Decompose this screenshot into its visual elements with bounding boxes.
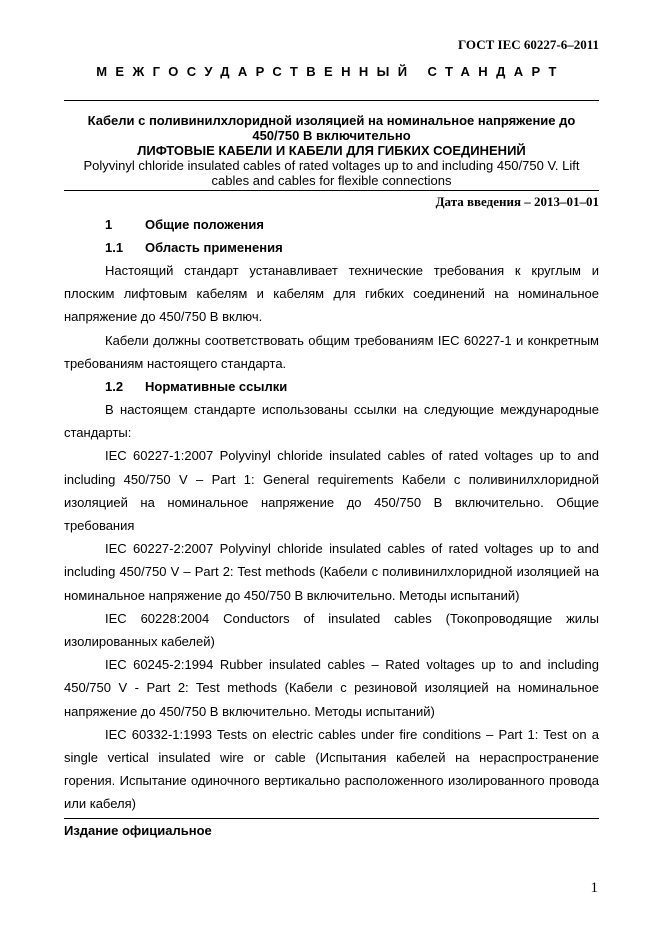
reference-item: IEC 60227-2:2007 Polyvinyl chloride insulated cables of rated voltages up to and including 450/750 V – Part 2: Test methods (Кабели с поливинилхлоридной изоляцией на номинальное напряжение до 450/750 В включительно. Методы испытаний) — [64, 541, 599, 603]
section-title: Общие положения — [145, 217, 264, 232]
paragraph: Кабели должны соответствовать общим требованиям IEC 60227-1 и конкретным требованиям настоящего стандарта. — [64, 332, 599, 371]
paragraph: В настоящем стандарте использованы ссылки на следующие международные стандарты: — [64, 402, 599, 441]
section-number: 1 — [105, 217, 113, 232]
references-text — [64, 398, 599, 816]
title-ru-line-2: 450/750 В включительно — [252, 128, 411, 143]
document-code: ГОСТ IEC 60227-6–2011 — [457, 37, 599, 52]
edition-label: Издание официальное — [64, 823, 212, 838]
reference-item: IEC 60332-1:1993 Tests on electric cables under fire conditions – Part 1: Test on a single vertical insulated wire or cable (Испытания кабелей на нераспространение горения. Испытание одиночного вертикально расположенного изолированного провода или кабеля) — [64, 726, 599, 812]
paragraph: Настоящий стандарт устанавливает технические требования к круглым и плоским лифтовым кабелям и кабелям для гибких соединений на номинальное напряжение до 450/750 В включ. — [64, 263, 599, 325]
section-title: Нормативные ссылки — [145, 379, 288, 394]
header-divider — [64, 100, 599, 101]
title-ru-line-3: ЛИФТОВЫЕ КАБЕЛИ И КАБЕЛИ ДЛЯ ГИБКИХ СОЕДИНЕНИЙ — [137, 143, 526, 158]
title-divider — [64, 190, 599, 191]
title-ru-line-1: Кабели с поливинилхлоридной изоляцией на номинальное напряжение до — [87, 113, 576, 128]
section-title: Область применения — [145, 240, 283, 255]
section-number: 1.1 — [105, 240, 124, 255]
scope-text — [64, 259, 599, 375]
page-number: 1 — [590, 880, 598, 896]
introduction-date: Дата введения – 2013–01–01 — [435, 194, 599, 209]
reference-item: IEC 60245-2:1994 Rubber insulated cables – Rated voltages up to and including 450/750 V - Part 2: Test methods (Кабели с резиновой изоляцией на номинальное напряжение до 450/750 В включительно. Методы испытаний) — [64, 657, 599, 719]
section-number: 1.2 — [105, 379, 124, 394]
footer-divider — [64, 818, 599, 819]
document-title — [64, 113, 599, 188]
title-en: Polyvinyl chloride insulated cables of rated voltages up to and including 450/750 V. Lift cables and cables for flexible connections — [83, 158, 580, 188]
standard-type-heading: МЕЖГОСУДАРСТВЕННЫЙ СТАНДАРТ — [96, 64, 565, 79]
reference-item: IEC 60228:2004 Conductors of insulated cables (Токопроводящие жилы изолированных кабелей) — [64, 610, 599, 650]
reference-item: IEC 60227-1:2007 Polyvinyl chloride insulated cables of rated voltages up to and including 450/750 V – Part 1: General requirements Кабели с поливинилхлоридной изоляцией на номинальное напряжение до 450/750 В включительно. Общие требования — [64, 448, 599, 534]
